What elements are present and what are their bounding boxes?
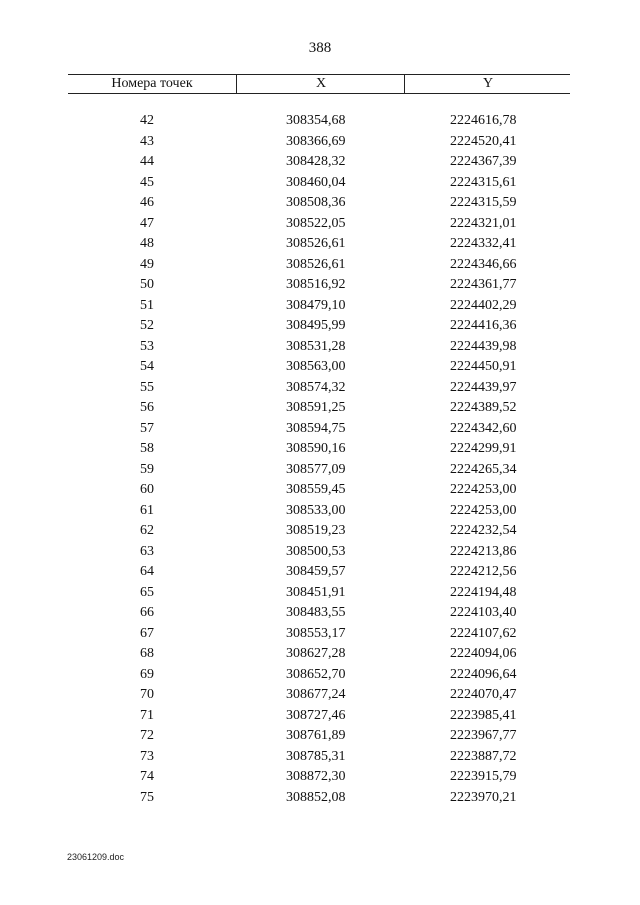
point-number-cell: 66 xyxy=(140,605,154,620)
y-coordinate-cell: 2223915,79 xyxy=(450,769,517,784)
table-row xyxy=(68,296,570,317)
point-number-cell: 68 xyxy=(140,646,154,661)
point-number-cell: 44 xyxy=(140,154,154,169)
x-coordinate-cell: 308354,68 xyxy=(286,113,346,128)
table-row xyxy=(68,357,570,378)
y-coordinate-cell: 2224321,01 xyxy=(450,215,517,231)
x-coordinate-cell: 308479,10 xyxy=(286,297,346,313)
table-row xyxy=(68,706,570,727)
table-row xyxy=(68,255,570,276)
table-row xyxy=(68,624,570,645)
point-number-cell: 46 xyxy=(140,195,154,210)
y-coordinate-cell: 2224342,60 xyxy=(450,420,517,436)
y-coordinate-cell: 2224213,86 xyxy=(450,543,517,559)
x-coordinate-cell: 308785,31 xyxy=(286,748,346,764)
y-coordinate-cell: 2224332,41 xyxy=(450,236,517,251)
x-coordinate-cell: 308577,09 xyxy=(286,461,346,477)
y-coordinate-cell: 2223887,72 xyxy=(450,748,517,764)
point-number-cell: 63 xyxy=(140,543,154,559)
point-number-cell: 73 xyxy=(140,748,154,764)
table-row xyxy=(68,480,570,501)
x-coordinate-cell: 308872,30 xyxy=(286,769,346,784)
y-coordinate-cell: 2224439,97 xyxy=(450,379,517,395)
y-coordinate-cell: 2224299,91 xyxy=(450,441,517,456)
header-point-numbers: Номера точек xyxy=(111,76,193,91)
document-filename: 23061209.doc xyxy=(67,852,125,862)
x-coordinate-cell: 308761,89 xyxy=(286,728,346,743)
table-row xyxy=(68,644,570,665)
table-row xyxy=(68,132,570,153)
x-coordinate-cell: 308495,99 xyxy=(286,318,346,333)
y-coordinate-cell: 2224315,59 xyxy=(450,195,517,210)
point-number-cell: 45 xyxy=(140,174,154,190)
table-row xyxy=(68,583,570,604)
point-number-cell: 47 xyxy=(140,215,154,231)
y-coordinate-cell: 2224361,77 xyxy=(450,277,517,292)
table-row xyxy=(68,193,570,214)
table-row xyxy=(68,665,570,686)
x-coordinate-cell: 308594,75 xyxy=(286,420,346,436)
table-row xyxy=(68,378,570,399)
x-coordinate-cell: 308428,32 xyxy=(286,154,346,169)
point-number-cell: 74 xyxy=(140,769,154,784)
table-row xyxy=(68,398,570,419)
point-number-cell: 54 xyxy=(140,359,154,374)
point-number-cell: 61 xyxy=(140,502,154,518)
table-row xyxy=(68,173,570,194)
coordinates-table-body xyxy=(68,111,570,808)
y-coordinate-cell: 2224346,66 xyxy=(450,256,517,272)
point-number-cell: 58 xyxy=(140,441,154,456)
point-number-cell: 59 xyxy=(140,461,154,477)
x-coordinate-cell: 308677,24 xyxy=(286,687,346,702)
x-coordinate-cell: 308627,28 xyxy=(286,646,346,661)
y-coordinate-cell: 2224194,48 xyxy=(450,584,517,600)
y-coordinate-cell: 2224070,47 xyxy=(450,687,517,702)
x-coordinate-cell: 308533,00 xyxy=(286,502,346,518)
x-coordinate-cell: 308652,70 xyxy=(286,666,346,682)
table-row xyxy=(68,521,570,542)
y-coordinate-cell: 2224389,52 xyxy=(450,400,517,415)
y-coordinate-cell: 2223970,21 xyxy=(450,789,517,805)
point-number-cell: 56 xyxy=(140,400,154,415)
y-coordinate-cell: 2224232,54 xyxy=(450,523,517,538)
table-row xyxy=(68,337,570,358)
y-coordinate-cell: 2224265,34 xyxy=(450,461,517,477)
x-coordinate-cell: 308459,57 xyxy=(286,564,346,579)
x-coordinate-cell: 308591,25 xyxy=(286,400,346,415)
point-number-cell: 75 xyxy=(140,789,154,805)
table-row xyxy=(68,234,570,255)
table-row xyxy=(68,275,570,296)
x-coordinate-cell: 308559,45 xyxy=(286,482,346,497)
table-row xyxy=(68,501,570,522)
x-coordinate-cell: 308500,53 xyxy=(286,543,346,559)
point-number-cell: 55 xyxy=(140,379,154,395)
point-number-cell: 50 xyxy=(140,277,154,292)
point-number-cell: 53 xyxy=(140,338,154,354)
table-row xyxy=(68,767,570,788)
y-coordinate-cell: 2224096,64 xyxy=(450,666,517,682)
x-coordinate-cell: 308460,04 xyxy=(286,174,346,190)
table-row xyxy=(68,214,570,235)
point-number-cell: 60 xyxy=(140,482,154,497)
x-coordinate-cell: 308590,16 xyxy=(286,441,346,456)
y-coordinate-cell: 2224402,29 xyxy=(450,297,517,313)
table-row xyxy=(68,542,570,563)
x-coordinate-cell: 308366,69 xyxy=(286,133,346,149)
x-coordinate-cell: 308508,36 xyxy=(286,195,346,210)
table-row xyxy=(68,152,570,173)
point-number-cell: 43 xyxy=(140,133,154,149)
x-coordinate-cell: 308522,05 xyxy=(286,215,346,231)
y-coordinate-cell: 2223985,41 xyxy=(450,707,517,723)
x-coordinate-cell: 308451,91 xyxy=(286,584,346,600)
x-coordinate-cell: 308526,61 xyxy=(286,256,346,272)
y-coordinate-cell: 2224253,00 xyxy=(450,502,517,518)
point-number-cell: 48 xyxy=(140,236,154,251)
point-number-cell: 57 xyxy=(140,420,154,436)
point-number-cell: 67 xyxy=(140,625,154,641)
y-coordinate-cell: 2224367,39 xyxy=(450,154,517,169)
point-number-cell: 72 xyxy=(140,728,154,743)
x-coordinate-cell: 308531,28 xyxy=(286,338,346,354)
x-coordinate-cell: 308574,32 xyxy=(286,379,346,395)
point-number-cell: 62 xyxy=(140,523,154,538)
table-row xyxy=(68,788,570,809)
x-coordinate-cell: 308563,00 xyxy=(286,359,346,374)
point-number-cell: 42 xyxy=(140,113,154,128)
y-coordinate-cell: 2224520,41 xyxy=(450,133,517,149)
table-row xyxy=(68,603,570,624)
y-coordinate-cell: 2224253,00 xyxy=(450,482,517,497)
point-number-cell: 49 xyxy=(140,256,154,272)
y-coordinate-cell: 2224212,56 xyxy=(450,564,517,579)
y-coordinate-cell: 2224103,40 xyxy=(450,605,517,620)
table-row xyxy=(68,316,570,337)
point-number-cell: 65 xyxy=(140,584,154,600)
point-number-cell: 71 xyxy=(140,707,154,723)
x-coordinate-cell: 308516,92 xyxy=(286,277,346,292)
y-coordinate-cell: 2224315,61 xyxy=(450,174,517,190)
point-number-cell: 69 xyxy=(140,666,154,682)
page-number: 388 xyxy=(308,40,332,56)
point-number-cell: 51 xyxy=(140,297,154,313)
point-number-cell: 64 xyxy=(140,564,154,579)
table-row xyxy=(68,726,570,747)
x-coordinate-cell: 308852,08 xyxy=(286,789,346,805)
x-coordinate-cell: 308727,46 xyxy=(286,707,346,723)
table-row xyxy=(68,460,570,481)
x-coordinate-cell: 308553,17 xyxy=(286,625,346,641)
table-header xyxy=(68,74,570,94)
header-x: X xyxy=(236,75,405,93)
y-coordinate-cell: 2224094,06 xyxy=(450,646,517,661)
y-coordinate-cell: 2224450,91 xyxy=(450,359,517,374)
y-coordinate-cell: 2224616,78 xyxy=(450,113,517,128)
table-row xyxy=(68,439,570,460)
x-coordinate-cell: 308483,55 xyxy=(286,605,346,620)
x-coordinate-cell: 308526,61 xyxy=(286,236,346,251)
table-row xyxy=(68,685,570,706)
y-coordinate-cell: 2224439,98 xyxy=(450,338,517,354)
y-coordinate-cell: 2224107,62 xyxy=(450,625,517,641)
table-row xyxy=(68,747,570,768)
table-row xyxy=(68,562,570,583)
x-coordinate-cell: 308519,23 xyxy=(286,523,346,538)
header-y: Y xyxy=(404,75,571,93)
point-number-cell: 70 xyxy=(140,687,154,702)
y-coordinate-cell: 2224416,36 xyxy=(450,318,517,333)
table-row xyxy=(68,419,570,440)
table-row xyxy=(68,111,570,132)
y-coordinate-cell: 2223967,77 xyxy=(450,728,517,743)
point-number-cell: 52 xyxy=(140,318,154,333)
